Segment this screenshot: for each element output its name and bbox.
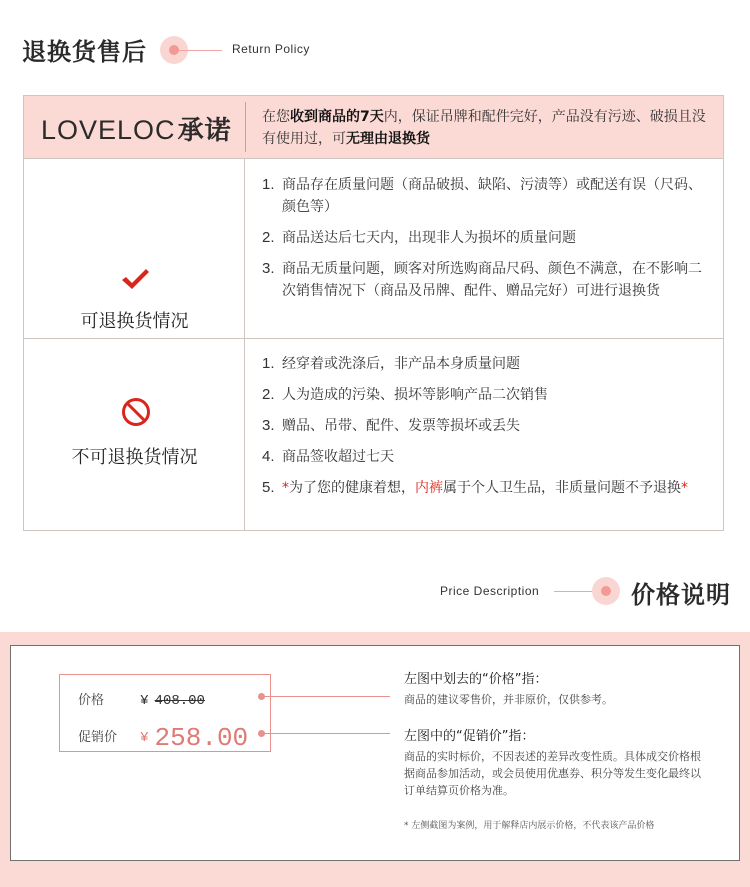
price-description-card [10, 645, 740, 861]
list-item [262, 174, 712, 218]
original-price-amount: 408.00 [154, 693, 205, 709]
sale-price-amount: 258.00 [154, 723, 249, 753]
title-decoration-dot [169, 45, 179, 55]
asterisk: * [681, 480, 688, 496]
item-number: 5. [262, 479, 275, 496]
item-text: 人为造成的污染、损坏等影响产品二次销售 [282, 387, 548, 403]
ban-icon [121, 397, 151, 427]
sale-price-row [78, 719, 249, 753]
price-title-decoration-dot [601, 586, 611, 596]
price-example-note: * 左侧截图为案例，用于解释店内展示价格，不代表该产品价格 [404, 821, 655, 831]
policy-table [23, 95, 724, 531]
promise-text-part: 内，保证吊牌和配件完好，产品没有污迹、破损且没有使用过，可 [262, 109, 706, 147]
original-price-heading: 左图中划去的“价格”指： [404, 672, 548, 687]
non-returnable-list [262, 353, 712, 508]
item-text: 为了您的健康着想， [289, 480, 415, 496]
brand-promise-heading [41, 110, 232, 147]
item-text: 商品存在质量问题（商品破损、缺陷、污渍等）或配送有误（尺码、颜色等） [282, 177, 702, 215]
sale-price-heading: 左图中的“促销价”指： [404, 729, 535, 744]
item-text: 属于个人卫生品，非质量问题不予退换 [443, 480, 681, 496]
currency-symbol: ¥ [140, 693, 149, 709]
list-item [262, 353, 712, 375]
sale-price-explanation: 商品的实时标价，不因表述的差异改变性质。具体成交价格根据商品参加活动，或会员使用优惠券、积分等发生变化最终以订单结算页价格为准。 [404, 750, 701, 797]
brand-promise-label: 承诺 [177, 116, 232, 146]
list-item [262, 477, 712, 499]
header-divider [245, 102, 246, 152]
asterisk: * [282, 480, 289, 496]
item-number: 2. [262, 386, 275, 403]
return-policy-title: 退换货售后 [22, 38, 147, 66]
list-item [262, 258, 712, 302]
list-item [262, 384, 712, 406]
brand-name: LOVELOC [41, 115, 176, 145]
list-item [262, 227, 712, 249]
pointer-line [264, 696, 390, 697]
item-number: 4. [262, 448, 275, 465]
pointer-line [264, 733, 390, 734]
original-price-label: 价格 [78, 693, 105, 708]
policy-header-row [24, 96, 723, 158]
non-returnable-label-cell [24, 339, 245, 530]
return-policy-subtitle: Return Policy [232, 42, 310, 56]
returnable-row [24, 158, 723, 338]
item-number: 3. [262, 260, 275, 277]
item-number: 1. [262, 176, 275, 193]
list-item [262, 446, 712, 468]
non-returnable-row [24, 338, 723, 530]
item-text: 商品无质量问题，顾客对所选购商品尺码、颜色不满意，在不影响二次销售情况下（商品及吊牌、配件、赠品完好）可进行退换货 [282, 261, 702, 299]
returnable-label-cell [24, 159, 245, 338]
title-decoration-line [179, 50, 222, 51]
item-text: 商品送达后七天内，出现非人为损坏的质量问题 [282, 230, 576, 246]
promise-text [262, 106, 714, 150]
price-example-box [59, 674, 271, 752]
promise-text-part: 在您 [262, 109, 290, 125]
promise-text-bold: 收到商品的7天 [290, 109, 384, 125]
item-number: 1. [262, 355, 275, 372]
item-text: 赠品、吊带、配件、发票等损坏或丢失 [282, 418, 520, 434]
list-item [262, 415, 712, 437]
original-price-value [140, 693, 205, 709]
returnable-label: 可退换货情况 [80, 311, 189, 332]
check-icon [120, 267, 150, 291]
price-description-title: 价格说明 [631, 581, 731, 609]
original-price-explanation: 商品的建议零售价，并非原价，仅供参考。 [404, 693, 613, 706]
highlight-text: 内裤 [415, 480, 443, 496]
returnable-list [262, 174, 712, 311]
sale-price-value [140, 723, 249, 753]
item-text: 商品签收超过七天 [282, 449, 394, 465]
item-text: 经穿着或洗涤后，非产品本身质量问题 [282, 356, 520, 372]
original-price-row [78, 689, 205, 709]
currency-symbol: ¥ [140, 730, 149, 746]
price-description-subtitle: Price Description [440, 584, 540, 598]
non-returnable-label: 不可退换货情况 [71, 447, 198, 468]
item-number: 2. [262, 229, 275, 246]
item-number: 3. [262, 417, 275, 434]
sale-price-label: 促销价 [78, 730, 118, 745]
promise-text-bold: 无理由退换货 [346, 131, 430, 147]
